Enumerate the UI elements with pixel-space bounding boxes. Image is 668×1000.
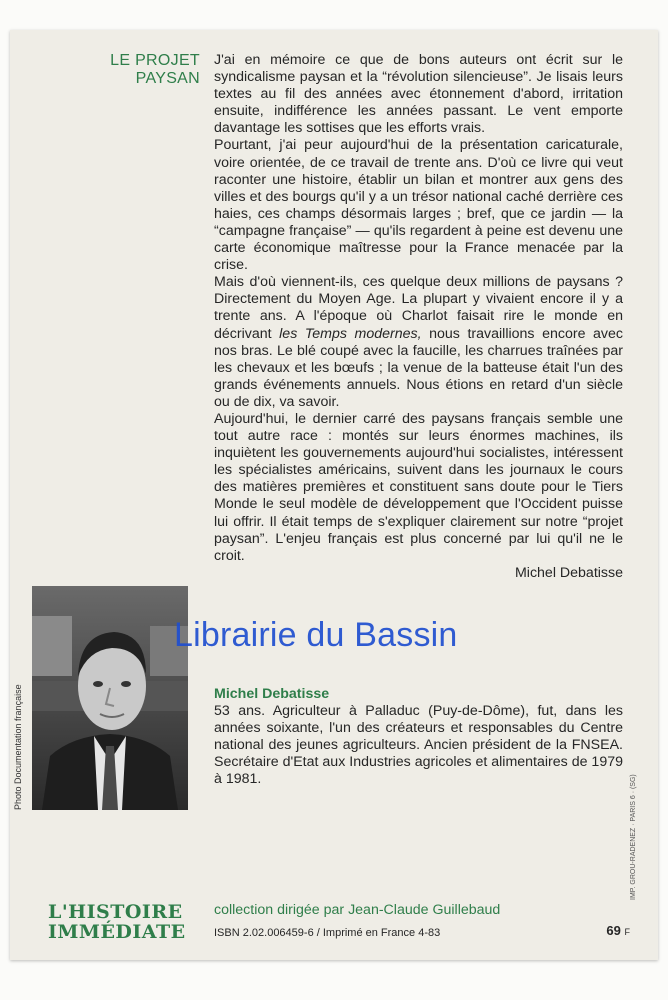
series-logo-line-1: L'HISTOIRE [48,901,183,923]
series-logo-line-2: IMMÉDIATE [48,921,186,943]
signature: Michel Debatisse [514,564,623,581]
price-unit: F [624,927,630,937]
blurb-paragraph-2: Pourtant, j'ai peur aujourd'hui de la présentation caricaturale, voire orientée, de ce travail de trente ans. D'où ce livre qui veut raconter une histoire, établir un bilan et montrer aux gens des villes et des bourgs qu'il y a un trésor national caché derrière ces haies, ces champs désormais larges ; bref, que ce jardin — la “campagne française” — qu'ils regardent à peine est devenu une carte économique maîtresse pour la France menacée par la crise. [214,137,623,274]
author-name: Michel Debatisse [214,686,330,702]
photo-credit: Photo Documentation française [13,684,23,810]
blurb-paragraph-1: J'ai en mémoire ce que de bons auteurs ont écrit sur le syndicalisme paysan et la “révolution silencieuse”. Je lisais leurs textes au fil des années avec étonnement d'abord, irritation ensuite, indifférence les années passant. Le vent emporte davantage les sottises que les efforts vrais. [214,52,623,137]
blurb-paragraph-3: Mais d'où viennent-ils, ces quelque deux millions de paysans ? Directement du Moyen Age. La plupart y vivaient encore il y a trente ans. A l'époque où Charlot faisait rire le monde en décrivant les Temps modernes, nous travaillions encore avec nos bras. Le blé coupé avec la faucille, les charrues traînées par les chevaux et les bœufs ; la venue de la batteuse était l'un des grands événements annuels. Nous étions en retard d'un siècle ou de dix, va savoir. [214,274,624,410]
author-photo [32,586,188,810]
price-value: 69 [606,923,621,938]
film-title: les Temps modernes, [279,325,422,342]
price [606,923,630,938]
blurb-text [214,52,623,582]
blurb-paragraph-4: Aujourd'hui, le dernier carré des paysans français semble une tout autre race : montés sur leurs énormes machines, ils inquiètent les gouvernements aujourd'hui socialistes, intéressent les spécialistes américains, suivent dans les journaux le cours des matières premières et constituent sans doute pour le Tiers Monde le seul modèle de développement que l'Occident puisse lui offrir. Il était temps de s'expliquer clairement sur notre “projet paysan”. L'enjeu français est plus concerné par lui qu'il ne le croit. [214,410,623,564]
section-heading: LE PROJET PAYSAN [110,52,200,87]
book-back-cover [10,30,658,960]
bookseller-watermark: Librairie du Bassin [174,616,458,654]
printer-imprint: IMP. GROU-RADENEZ · PARIS 6 · (SG) [630,774,637,900]
author-portrait-image [32,586,188,810]
collection-editor: collection dirigée par Jean-Claude Guillebaud [214,902,501,918]
series-logo [48,902,202,942]
isbn-line: ISBN 2.02.006459-6 / Imprimé en France 4-83 [214,927,441,939]
author-bio: 53 ans. Agriculteur à Palladuc (Puy-de-Dôme), fut, dans les années soixante, l'un des créateurs et responsables du Centre national des jeunes agriculteurs. Ancien président de la FNSEA. Secrétaire d'Etat aux Industries agricoles et alimentaires de 1979 à 1981. [214,703,623,788]
